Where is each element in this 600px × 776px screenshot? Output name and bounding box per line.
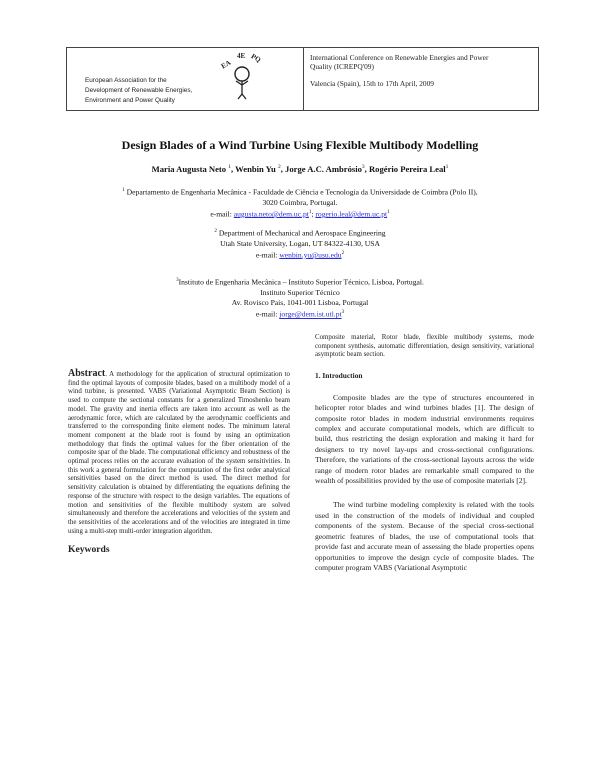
conference-header <box>66 47 539 111</box>
author-name: Wenbin Yu <box>235 164 276 174</box>
abstract-label: Abstract <box>68 368 106 379</box>
author-name: Rogério Pereira Leal <box>368 164 446 174</box>
affiliation-2 <box>0 227 600 261</box>
conference-name: International Conference on Renewable Energies and Power <box>310 53 489 62</box>
conference-name-cont: Quality (ICREPQ'09) <box>310 62 374 72</box>
association-line: European Association for the <box>85 77 167 84</box>
author-sup: 1 <box>445 164 449 171</box>
intro-paragraph: Composite blades are the type of structures encountered in helicopter rotor blades and wind turbines blades [1]. The design of composite rotor blades in modern industrial environments requires complex and accurate computational models, which are difficult to build, thus restricting the design exploration and making it hard for designers to try novel lay-ups and cross-sectional configurations. Therefore, the variations of the cross-sectional layouts across the wide range of modern rotor blades are remarkable small compared to the wealth of possibilities provided by the use of composite materials [2]. <box>315 392 534 486</box>
right-column <box>315 334 534 573</box>
author-name: Maria Augusta Neto <box>151 164 227 174</box>
email-link[interactable]: jorge@dem.ist.utl.pt <box>279 309 342 319</box>
affil-sup: 3 <box>176 278 179 283</box>
logo-letters-mid: 4E <box>237 52 246 60</box>
logo-figure <box>236 81 248 99</box>
affil-line: Av. Rovisco Pais, 1041-001 Lisboa, Portugal <box>231 297 369 307</box>
affil-line: Departamento de Engenharia Mecânica - Faculdade de Ciência e Tecnologia da Universidade de Coimbra (Polo II), <box>126 187 478 197</box>
affil-line: Instituto de Engenharia Mecânica – Instituto Superior Técnico, Lisboa, Portugal. <box>178 277 424 287</box>
association-line: Environment and Power Quality <box>85 97 175 104</box>
affil-line: Utah State University, Logan, UT 84322-4130, USA <box>220 238 380 248</box>
affiliation-3 <box>0 276 600 320</box>
keywords-heading: Keywords <box>68 544 110 556</box>
intro-heading: 1. Introduction <box>315 371 363 381</box>
email-link[interactable]: wenbin.yu@usu.edu <box>279 250 342 260</box>
author-sup: 2 <box>277 164 281 171</box>
left-column <box>68 370 290 555</box>
email-label: e-mail: <box>210 209 234 219</box>
email-label: e-mail: <box>255 250 280 260</box>
author-list: Maria Augusta Neto $^1$, Wenbin Yu $^2$, Jorge A.C. Ambrósio$^3$, Rogério Pereira Leal$^1$ <box>151 164 449 174</box>
conference-cell <box>304 48 538 110</box>
email-link[interactable]: rogerio.leal@dem.uc.pt <box>315 209 388 219</box>
intro-paragraph: The wind turbine modeling complexity is related with the tools used in the construction of the models of individual and coupled components of the system. Because of the special cross-sectional geometric features of blades, the use of computational tools that provide fast and accurate mean of assessing the blade properties opens opportunities to improve the design cycle of composite blades. The computer program VABS (Variational Asymptotic <box>315 500 534 572</box>
affil-line: Instituto Superior Técnico <box>260 287 340 297</box>
keywords-text: Composite material, Rotor blade, flexible multibody systems, mode component synthesis, automatic differentiation, design sensitivity, variational asymptotic beam section. <box>315 334 534 359</box>
email-sup: 2 <box>341 250 345 256</box>
logo-letters-right: PQ <box>249 52 263 65</box>
abstract <box>68 370 290 536</box>
affil-sup: 2 <box>214 229 217 234</box>
conference-info <box>310 53 536 89</box>
author-name: Jorge A.C. Ambrósio <box>285 164 362 174</box>
ea4epq-logo <box>217 50 267 100</box>
conference-date: Valencia (Spain), 15th to 17th April, 2009 <box>310 79 434 89</box>
association-line: Development of Renewable Energies, <box>85 87 193 94</box>
affil-line: Department of Mechanical and Aerospace Engineering <box>218 228 386 238</box>
affil-sup: 1 <box>122 188 125 193</box>
affil-line: 3020 Coimbra, Portugal. <box>262 197 338 207</box>
email-label: e-mail: <box>255 309 280 319</box>
affiliation-1 <box>0 186 600 220</box>
logo-sun <box>235 67 249 81</box>
email-sup: 3 <box>341 310 345 316</box>
logo-letters-left: EA <box>219 58 233 71</box>
email-separator: ; <box>311 209 316 219</box>
author-sup: 1 <box>228 164 231 171</box>
email-sup: 1 <box>387 209 390 215</box>
paper-title: Design Blades of a Wind Turbine Using Flexible Multibody Modelling <box>121 138 479 152</box>
abstract-text: . A methodology for the application of structural optimization to find the optimal layouts of composite blades, based on a multibody model of a wind turbine, is presented. VABS (Variational Asymptotic Beam Section) is used to compute the sectional constants for a generalized Timoshenko beam model. The gravity and inertia effects are taken into account as well as the aerodynamic force, which are calculated by the aerodynamic coefficients and transferred to the corresponding finite element nodes. The minimum lateral moment component at the blade root is found by using an optimization methodology that finds the optimal values for the fiber orientation of the composite spar of the blade. The computational efficiency and robustness of the optimal process relies on the accurate evaluation of the system sensitivities. In this work a general formulation for the computation of the first order analytical sensitivities based on the direct method is used. The direct method for sensitivity calculation is obtained by differentiating the equations defining the response of the structure with respect to the design variables. The equations of motion and sensitivities of the flexible multibody system are solved simultaneously and therefore the accelerations and velocities of the system and the sensitivities of the accelerations and of the velocities are integrated in time using a multi-step multi-order integration algorithm. <box>68 371 290 535</box>
association-name <box>85 76 235 106</box>
author-sup: 3 <box>361 164 365 171</box>
association-cell <box>67 48 304 110</box>
email-sup: 1 <box>308 209 312 215</box>
email-link[interactable]: augusta.neto@dem.uc.pt <box>233 209 309 219</box>
